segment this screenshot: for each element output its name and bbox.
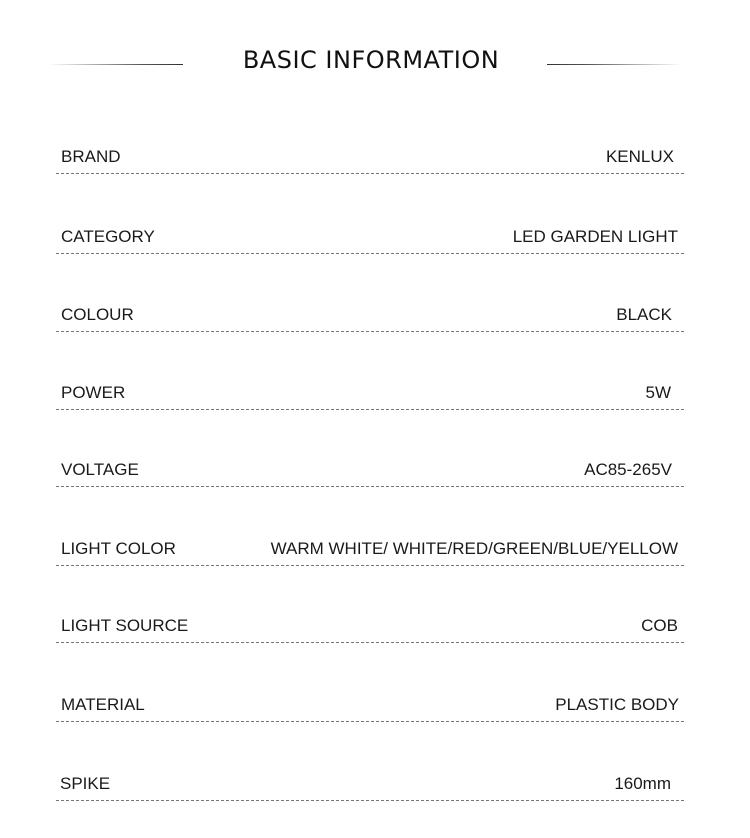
spec-value: PLASTIC BODY [555, 695, 679, 714]
spec-row-material [56, 693, 684, 722]
spec-value: 5W [645, 383, 671, 402]
section-header [0, 44, 750, 84]
header-divider-right [547, 64, 682, 65]
page-title: BASIC INFORMATION [242, 46, 500, 74]
spec-row-power [56, 381, 684, 410]
spec-label: MATERIAL [61, 695, 145, 714]
spec-label: LIGHT SOURCE [61, 616, 189, 635]
spec-label: LIGHT COLOR [61, 539, 176, 558]
spec-label: POWER [61, 383, 126, 402]
spec-row-colour [56, 303, 684, 332]
spec-label: SPIKE [60, 774, 111, 793]
spec-row-category [56, 225, 684, 254]
spec-label: CATEGORY [61, 227, 155, 246]
spec-row-brand [56, 145, 684, 174]
spec-value: 160mm [614, 774, 671, 793]
spec-value: KENLUX [605, 147, 674, 166]
spec-label: VOLTAGE [61, 460, 139, 479]
spec-row-light-color [56, 537, 684, 566]
spec-row-light-source [56, 614, 684, 643]
spec-value: AC85-265V [584, 460, 672, 479]
spec-label: COLOUR [61, 305, 134, 324]
spec-value: COB [641, 616, 678, 635]
spec-label: BRAND [61, 147, 121, 166]
spec-value: BLACK [616, 305, 672, 324]
spec-row-spike [56, 772, 684, 801]
spec-value: LED GARDEN LIGHT [512, 227, 678, 246]
spec-value: WARM WHITE/ WHITE/RED/GREEN/BLUE/YELLOW [270, 539, 678, 558]
spec-row-voltage [56, 458, 684, 487]
